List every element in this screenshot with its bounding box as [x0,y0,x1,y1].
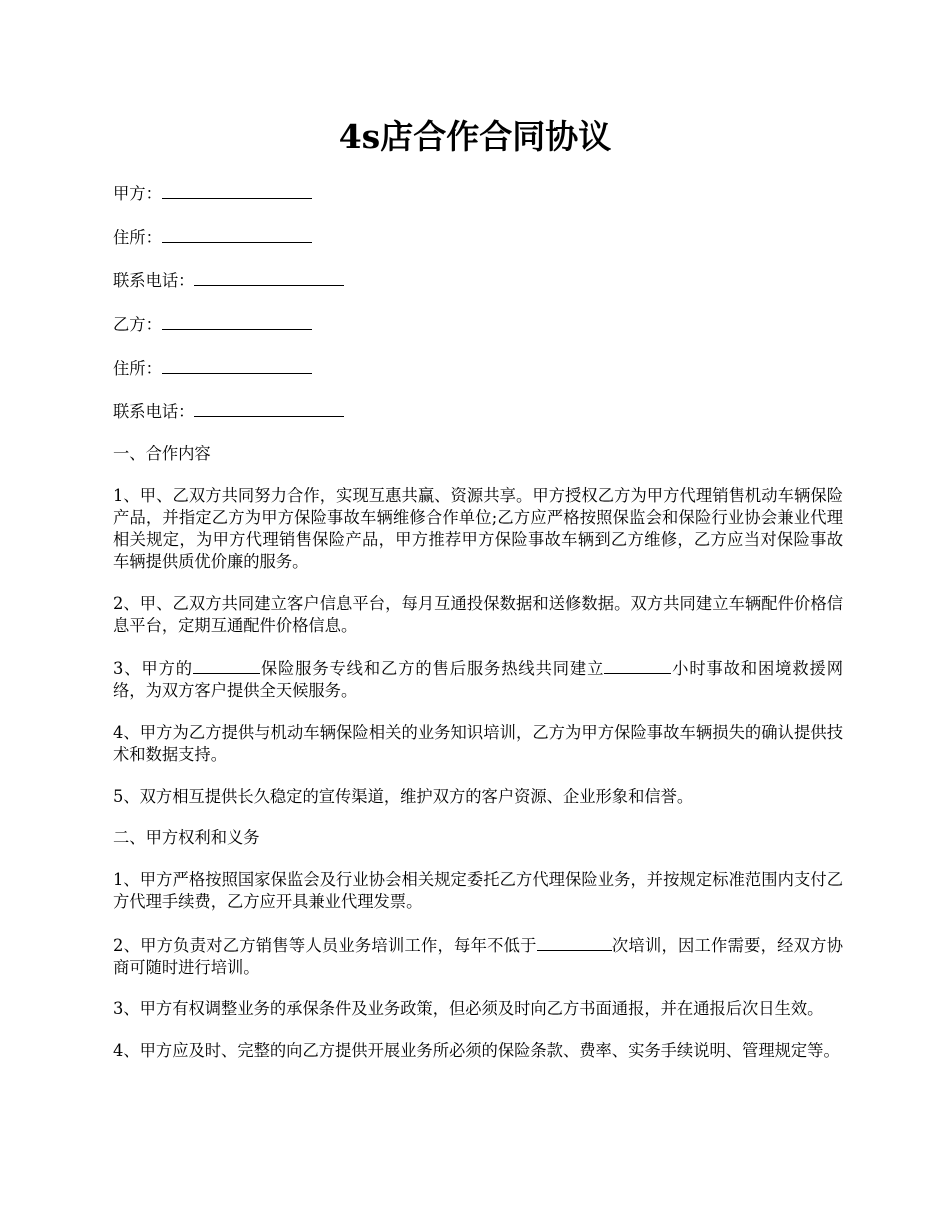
section2-p2-part-b: 次培训，因工作需要，经双方协商可随时进行培训。 [113,935,843,977]
document-body [113,181,843,1082]
party-b-address-blank[interactable] [162,356,312,374]
hours-blank[interactable] [604,656,671,674]
party-b-blank[interactable] [162,312,312,330]
section2-paragraph-1: 1、甲方严格按照国家保监会及行业协会相关规定委托乙方代理保险业务，并按规定标准范围内支付乙方代理手续费，乙方应开具兼业代理发票。 [113,869,843,911]
party-a-phone-field [113,268,843,292]
section2-heading: 二、甲方权利和义务 [113,828,260,848]
section1-paragraph-4: 4、甲方为乙方提供与机动车辆保险相关的业务知识培训，乙方为甲方保险事故车辆损失的确认提供技术和数据支持。 [113,722,843,764]
party-b-address-label: 住所： [113,358,162,378]
section2-paragraph-3: 3、甲方有权调整业务的承保条件及业务政策，但必须及时向乙方书面通报，并在通报后次日生效。 [113,999,824,1019]
section2-paragraph-4: 4、甲方应及时、完整的向乙方提供开展业务所必须的保险条款、费率、实务手续说明、管理规定等。 [113,1041,840,1060]
party-a-address-field [113,225,843,249]
party-b-phone-label: 联系电话： [113,402,195,422]
section1-p3-part-a: 3、甲方的 [113,659,193,679]
party-a-phone-label: 联系电话： [113,271,195,291]
section1-paragraph-5: 5、双方相互提供长久稳定的宣传渠道，维护双方的客户资源、企业形象和信誉。 [113,786,694,806]
party-b-address-field [113,356,843,380]
party-a-phone-blank[interactable] [194,268,344,286]
party-a-address-label: 住所： [113,227,162,247]
party-a-blank[interactable] [162,181,312,199]
party-a-address-blank[interactable] [162,225,312,243]
section1-paragraph-3 [113,656,843,702]
section1-paragraph-2: 2、甲、乙双方共同建立客户信息平台，每月互通投保数据和送修数据。双方共同建立车辆配件价格信息平台，定期互通配件价格信息。 [113,593,843,635]
section1-heading: 一、合作内容 [113,444,211,464]
party-b-field [113,312,843,336]
section2-paragraph-2 [113,933,843,979]
section2-p2-part-a: 2、甲方负责对乙方销售等人员业务培训工作，每年不低于 [113,935,537,955]
document-title: 4s店合作合同协议 [338,117,612,156]
section1-p3-part-c: 小时事故和困境救援网络，为双方客户提供全天候服务。 [113,659,843,701]
party-b-phone-blank[interactable] [194,399,344,417]
training-count-blank[interactable] [537,933,612,951]
party-b-phone-field [113,399,843,423]
party-a-label: 甲方： [113,184,162,203]
hotline-blank[interactable] [193,656,260,674]
party-b-label: 乙方： [113,315,162,335]
section1-paragraph-1: 1、甲、乙双方共同努力合作，实现互惠共赢、资源共享。甲方授权乙方为甲方代理销售机动车辆保险产品，并指定乙方为甲方保险事故车辆维修合作单位;乙方应严格按照保监会和保险行业协会兼业代理相关规定，为甲方代理销售保险产品，甲方推荐甲方保险事故车辆到乙方维修，乙方应当对保险事故车辆提供质优价廉的服务。 [113,485,843,571]
section1-p3-part-b: 保险服务专线和乙方的售后服务热线共同建立 [259,659,605,679]
party-a-field [113,181,843,205]
